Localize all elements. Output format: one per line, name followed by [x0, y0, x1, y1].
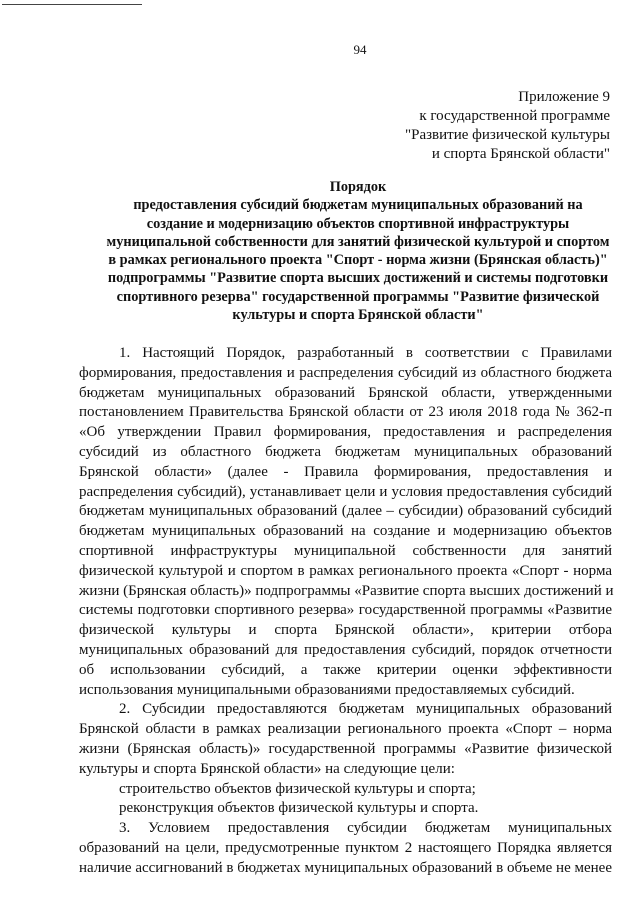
scan-edge-line [2, 4, 142, 5]
body-line: 1. Настоящий Порядок, разработанный в соответствии с Правилами [119, 345, 612, 361]
title-line: культуры и спорта Брянской области" [232, 307, 484, 324]
body-line: строительство объектов физической культуры и спорта; [119, 780, 476, 797]
body-line: муниципальных образований для предоставления субсидий, порядок отчетности [79, 641, 612, 658]
body-line: субсидий из областного бюджета бюджетам муниципальных образований [79, 443, 612, 460]
body-line: жизни (Брянская область)» подпрограммы «Развитие спорта высших достижений и [79, 582, 614, 599]
body-line: бюджетам муниципальных образований (далее – субсидии) образований субсидий [79, 503, 612, 520]
body-line: спортивной инфраструктуры муниципальной собственности для занятий [79, 542, 612, 559]
body-line: физической культурой и спортом в рамках регионального проекта «Спорт - норма [79, 562, 612, 579]
title-line: муниципальной собственности для занятий физической культурой и спортом [106, 233, 610, 250]
body-line: бюджетам муниципальных образований на создание и модернизацию объектов [79, 523, 612, 540]
body-line: системы подготовки спортивного резерва» государственной программы «Развитие [79, 602, 612, 619]
page-number: 94 [353, 42, 367, 57]
body-line: об использовании субсидий, а также критерии оценки эффективности [79, 661, 612, 678]
body-line: культуры и спорта Брянской области» на следующие цели: [79, 760, 455, 777]
appendix-line: к государственной программе [419, 108, 610, 124]
document-body [79, 344, 612, 879]
body-line: использования муниципальными образованиями предоставляемых субсидий. [79, 681, 575, 698]
body-line: реконструкция объектов физической культуры и спорта. [119, 800, 479, 817]
title-line: в рамках регионального проекта "Спорт - норма жизни (Брянская область)" [108, 252, 608, 269]
title-line: предоставления субсидий бюджетам муниципальных образований на [133, 197, 583, 214]
title-line: Порядок [329, 179, 387, 195]
body-line: Брянской области» (далее - Правила формирования, предоставления и [79, 463, 612, 480]
body-line: «Об утверждении Правил формирования, предоставления и распределения [79, 424, 612, 441]
appendix-line: Приложение 9 [518, 89, 610, 105]
body-line: 3. Условием предоставления субсидии бюджетам муниципальных [119, 820, 612, 837]
body-line: постановлением Правительства Брянской области от 23 июля 2018 года № 362-п [79, 404, 612, 421]
appendix-block [405, 88, 610, 164]
body-line: 2. Субсидии предоставляются бюджетам муниципальных образований [119, 701, 612, 718]
body-line: бюджетам муниципальных образований Брянской области, утвержденными [79, 384, 612, 401]
body-line: распределения субсидий), устанавливает цели и условия предоставления субсидий [79, 483, 612, 500]
body-line: физической культуры и спорта Брянской области», критерии отбора [79, 622, 612, 639]
appendix-line: и спорта Брянской области" [431, 146, 610, 162]
body-line: наличие ассигнований в бюджетах муниципальных образований в объеме не менее [79, 859, 612, 876]
appendix-line: "Развитие физической культуры [405, 127, 610, 143]
document-title [78, 178, 638, 324]
body-line: жизни (Брянская область)» государственной программы «Развитие физической [79, 740, 612, 757]
title-line: создание и модернизацию объектов спортивной инфраструктуры [146, 215, 570, 232]
title-line: спортивного резерва" государственной программы "Развитие физической [116, 288, 600, 305]
body-line: формирования, предоставления и распределения субсидий из областного бюджета [79, 364, 612, 381]
body-line: Брянской области в рамках реализации регионального проекта «Спорт – норма [79, 721, 612, 738]
title-line: подпрограммы "Развитие спорта высших достижений и системы подготовки [107, 270, 609, 287]
body-line: образований на цели, предусмотренные пунктом 2 настоящего Порядка является [79, 839, 612, 856]
